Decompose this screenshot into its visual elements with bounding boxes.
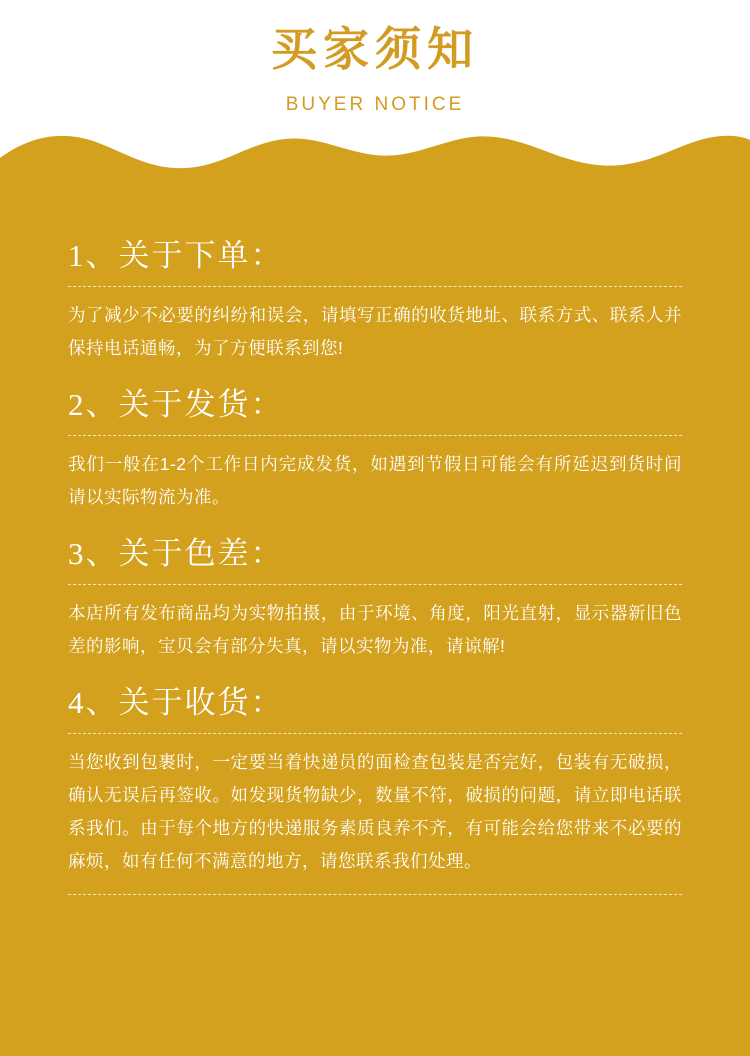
section-body: 我们一般在1-2个工作日内完成发货，如遇到节假日可能会有所延迟到货时间请以实际物流为准。 (68, 454, 682, 507)
notice-section (68, 381, 682, 514)
section-title: 3、关于色差： (68, 536, 284, 571)
notice-section (68, 530, 682, 663)
section-divider (68, 286, 682, 287)
notice-section (68, 679, 682, 895)
section-body: 当您收到包裹时，一定要当着快递员的面检查包装是否完好，包装有无破损，确认无误后再签收。如发现货物缺少，数量不符，破损的问题，请立即电话联系我们。由于每个地方的快递服务素质良养不齐，有可能会给您带来不必要的麻烦，如有任何不满意的地方，请您联系我们处理。 (68, 752, 682, 871)
page-header (0, 0, 750, 150)
section-body: 本店所有发布商品均为实物拍摄，由于环境、角度，阳光直射，显示器新旧色差的影响，宝贝会有部分失真，请以实物为准，请谅解! (68, 603, 682, 656)
notice-section (68, 232, 682, 365)
section-title: 4、关于收货： (68, 685, 284, 720)
page-title: 买家须知 (271, 24, 479, 75)
section-bottom-divider (68, 894, 682, 895)
section-title: 2、关于发货： (68, 387, 284, 422)
section-divider (68, 733, 682, 734)
page-subtitle: BUYER NOTICE (285, 94, 465, 115)
section-divider (68, 435, 682, 436)
section-body: 为了减少不必要的纠纷和误会，请填写正确的收货地址、联系方式、联系人并保持电话通畅，为了方便联系到您! (68, 305, 682, 358)
section-divider (68, 584, 682, 585)
section-title: 1、关于下单： (68, 238, 284, 273)
notice-sections (0, 182, 750, 1056)
